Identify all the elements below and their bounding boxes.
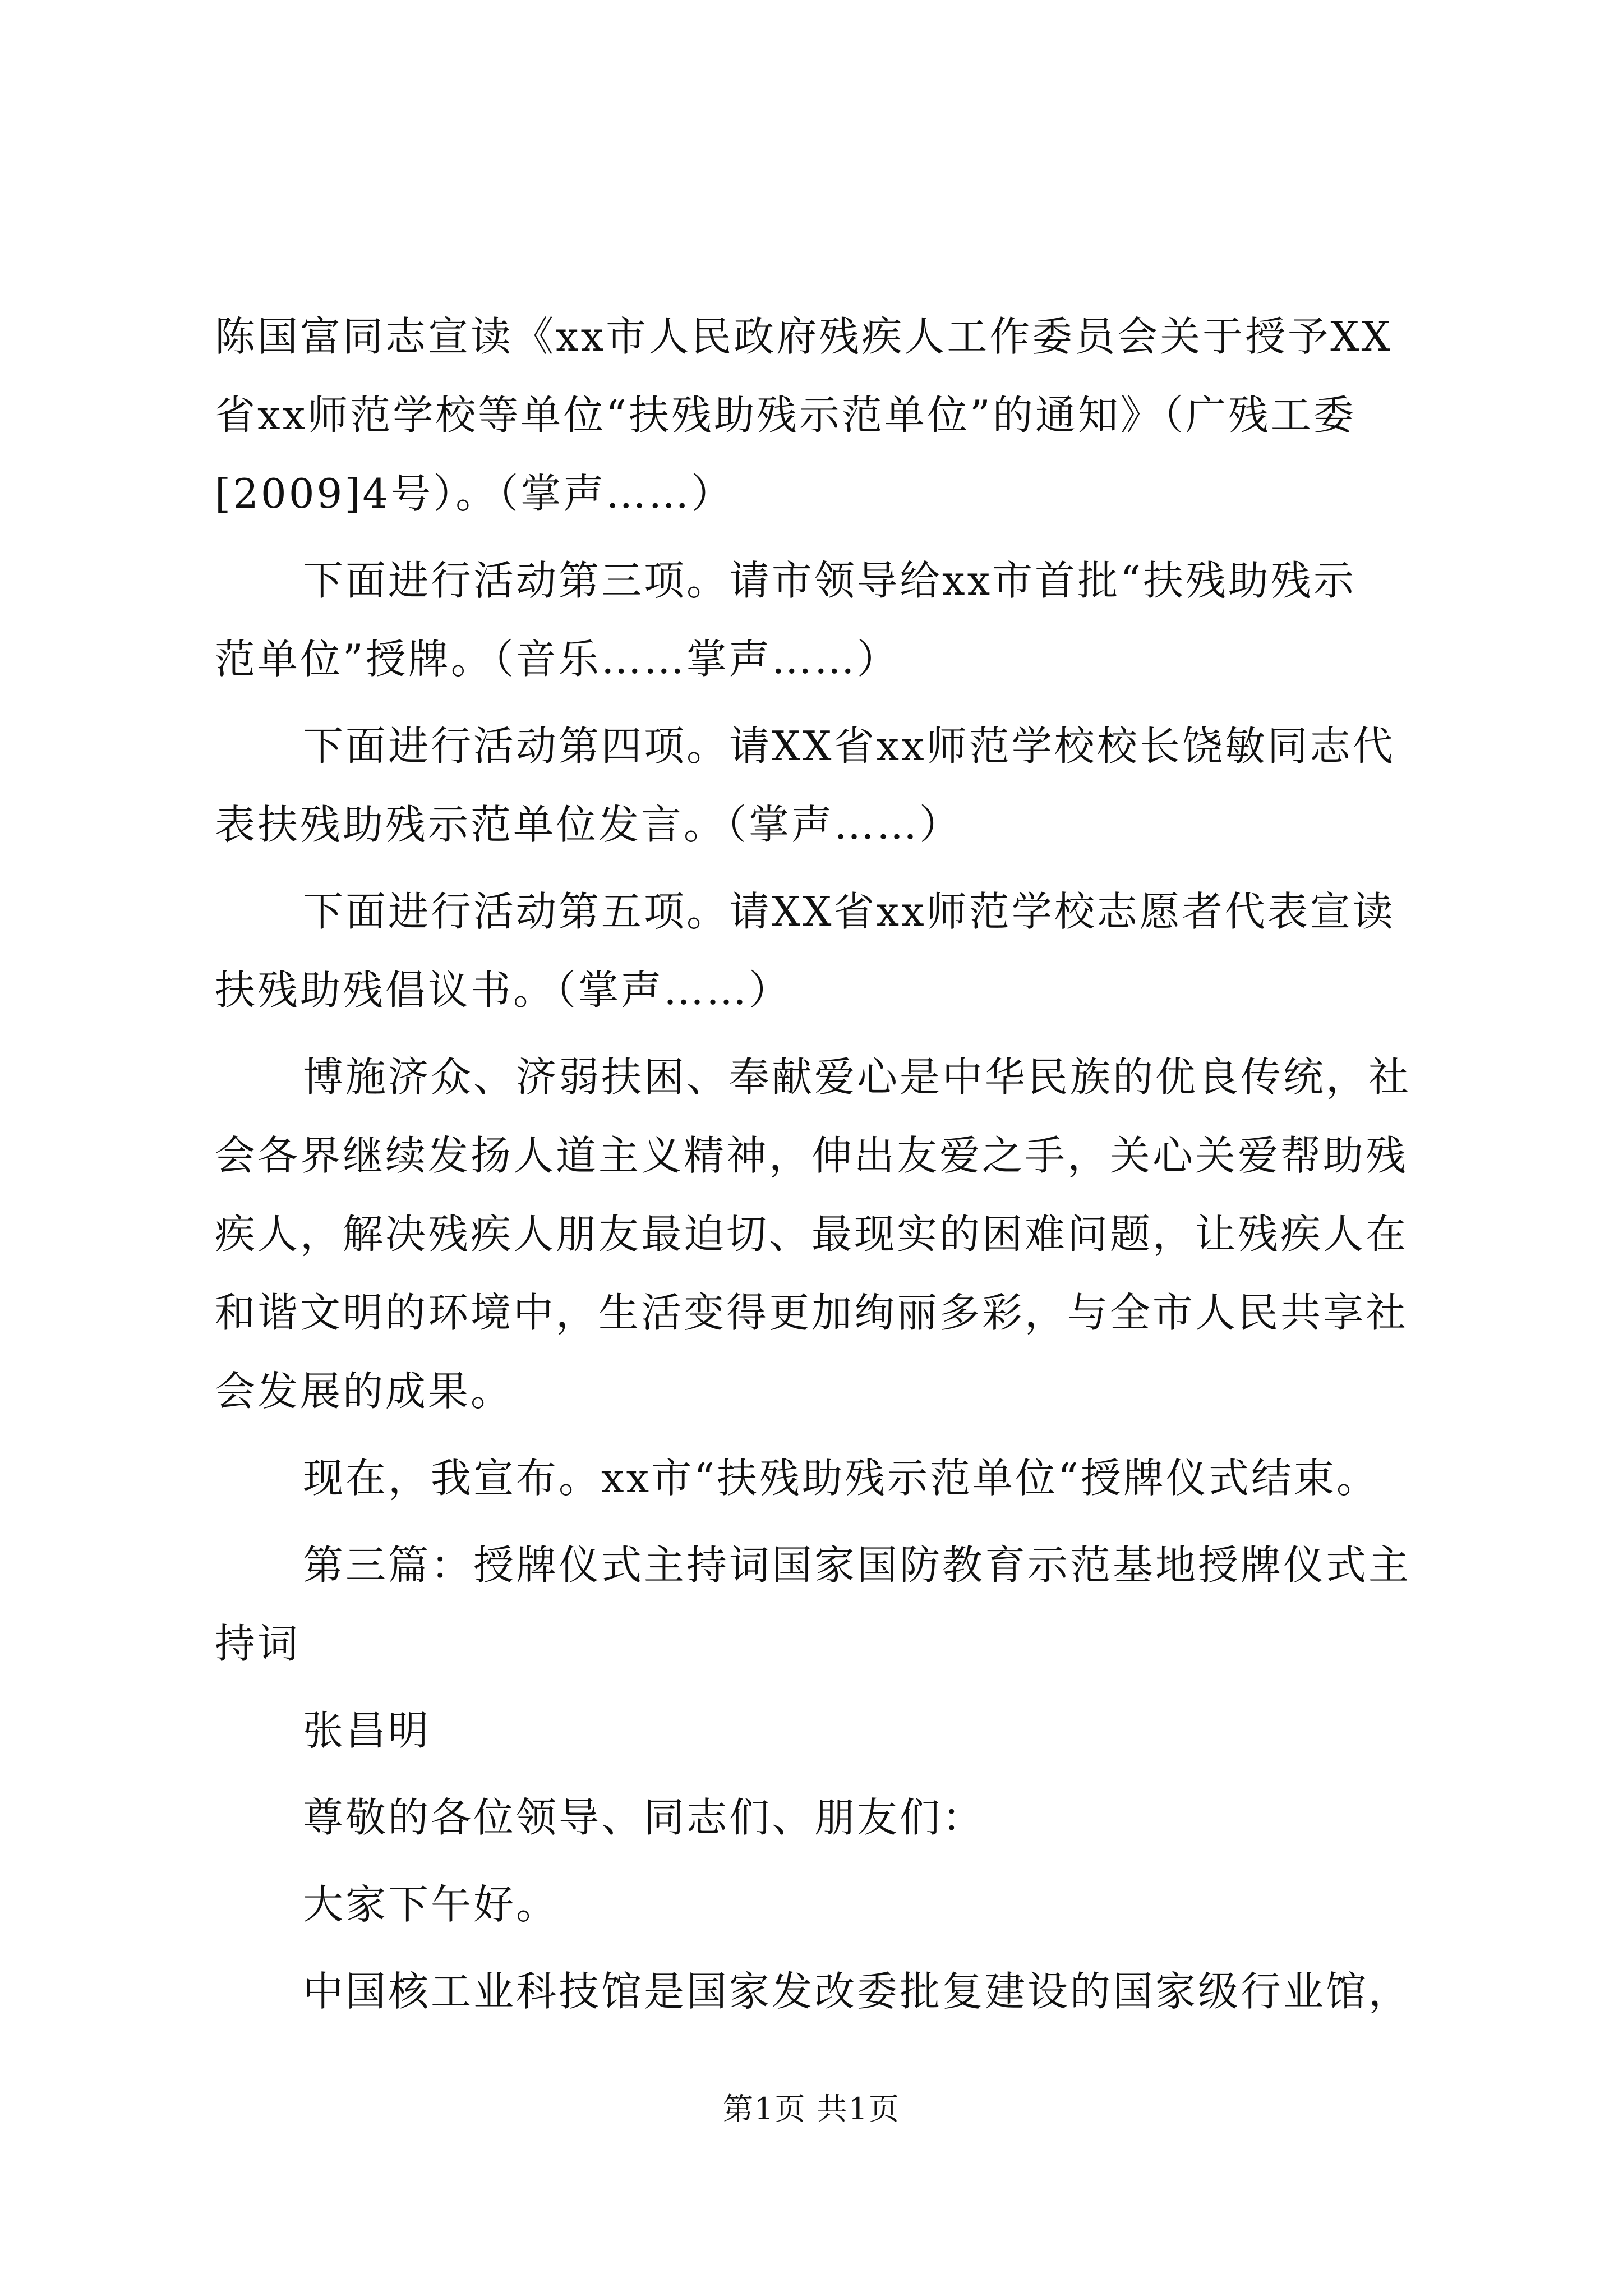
- text-line: 疾人，解决残疾人朋友最迫切、最现实的困难问题，让残疾人在: [215, 1211, 1409, 1258]
- text-line: 会发展的成果。: [215, 1368, 514, 1415]
- text-line: 陈国富同志宣读《xx市人民政府残疾人工作委员会关于授予XX: [215, 313, 1393, 360]
- text-line: 下面进行活动第四项。请XX省xx师范学校校长饶敏同志代: [303, 723, 1395, 770]
- text-line: 持词: [215, 1620, 301, 1667]
- text-line: 第三篇：授牌仪式主持词国家国防教育示范基地授牌仪式主: [303, 1542, 1412, 1589]
- text-line: 表扶残助残示范单位发言。（掌声……）: [215, 801, 962, 848]
- text-line: 和谐文明的环境中，生活变得更加绚丽多彩，与全市人民共享社: [215, 1289, 1409, 1336]
- text-line: 扶残助残倡议书。（掌声……）: [215, 967, 792, 1014]
- text-line: 现在，我宣布。xx市“扶残助残示范单位“授牌仪式结束。: [303, 1455, 1379, 1502]
- text-line: 大家下午好。: [303, 1881, 559, 1928]
- text-line: 下面进行活动第五项。请XX省xx师范学校志愿者代表宣读: [303, 888, 1395, 935]
- text-line: 省xx师范学校等单位“扶残助残示范单位”的通知》（广残工委: [215, 392, 1356, 439]
- text-line: 中国核工业科技馆是国家发改委批复建设的国家级行业馆，: [303, 1968, 1412, 2015]
- text-line: 张昌明: [303, 1707, 431, 1754]
- text-line: 会各界继续发扬人道主义精神，伸出友爱之手，关心关爱帮助残: [215, 1132, 1409, 1179]
- text-line: 范单位”授牌。（音乐……掌声……）: [215, 636, 900, 683]
- text-line: 博施济众、济弱扶困、奉献爱心是中华民族的优良传统，社: [303, 1053, 1412, 1101]
- text-line: [2009]4号）。（掌声……）: [215, 470, 734, 517]
- text-line: 下面进行活动第三项。请市领导给xx市首批“扶残助残示: [303, 557, 1357, 604]
- page-footer: 第1页 共1页: [723, 2091, 900, 2127]
- text-line: 尊敬的各位领导、同志们、朋友们：: [303, 1794, 985, 1841]
